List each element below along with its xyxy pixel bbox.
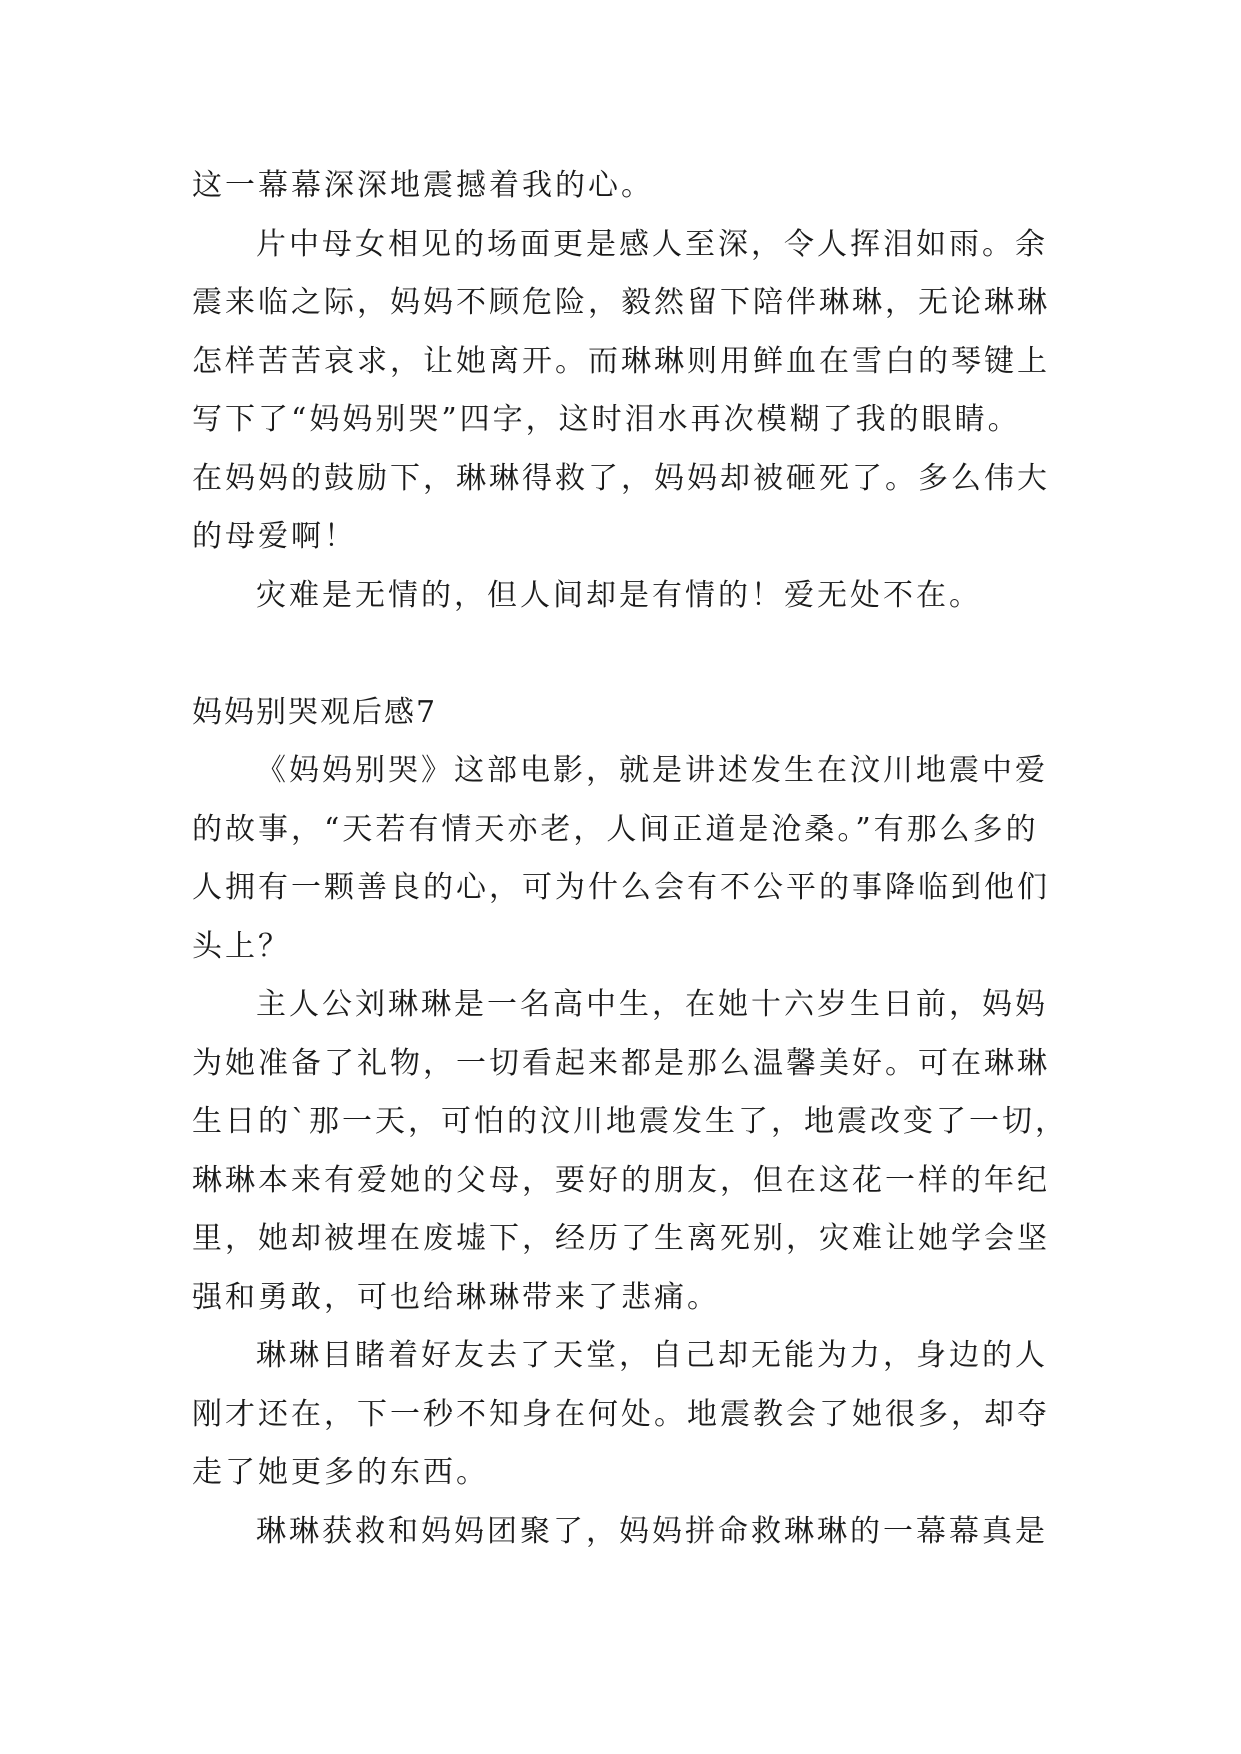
paragraph-2 <box>192 216 1052 567</box>
text-line: 强和勇敢，可也给琳琳带来了悲痛。 <box>192 1279 720 1315</box>
text-line: 头上？ <box>192 928 291 964</box>
text-line: 刚才还在，下一秒不知身在何处。地震教会了她很多，却夺 <box>192 1396 1050 1432</box>
section-heading <box>192 684 1052 743</box>
text-line: 这一幕幕深深地震撼着我的心。 <box>192 168 654 203</box>
text-line: 在妈妈的鼓励下，琳琳得救了，妈妈却被砸死了。多么伟大 <box>192 460 1050 496</box>
text-line: 里，她却被埋在废墟下，经历了生离死别，灾难让她学会坚 <box>192 1221 1050 1256</box>
text-line: 生日的`那一天，可怕的汶川地震发生了，地震改变了一切， <box>192 1104 1068 1139</box>
blank-line <box>192 625 1052 684</box>
text-line: 写下了“妈妈别哭”四字，这时泪水再次模糊了我的眼睛。 <box>192 402 1021 437</box>
heading-text: 妈妈别哭观后感7 <box>192 694 438 730</box>
paragraph-7 <box>192 1503 1052 1562</box>
text-line: 怎样苦苦哀求，让她离开。而琳琳则用鲜血在雪白的琴键上 <box>192 343 1050 379</box>
text-line: 震来临之际，妈妈不顾危险，毅然留下陪伴琳琳，无论琳琳 <box>192 285 1050 320</box>
text-line: 琳琳目睹着好友去了天堂，自己却无能为力，身边的人 <box>256 1338 1048 1373</box>
paragraph-6 <box>192 1327 1052 1503</box>
text-line: 主人公刘琳琳是一名高中生，在她十六岁生日前，妈妈 <box>256 987 1048 1022</box>
text-line: 《妈妈别哭》这部电影，就是讲述发生在汶川地震中爱 <box>256 753 1048 788</box>
text-line: 灾难是无情的，但人间却是有情的！爱无处不在。 <box>256 577 982 613</box>
text-line: 琳琳获救和妈妈团聚了，妈妈拼命救琳琳的一幕幕真是 <box>256 1513 1048 1549</box>
paragraph-1 <box>192 157 1052 216</box>
text-line: 的母爱啊！ <box>192 519 357 554</box>
paragraph-3 <box>192 567 1052 626</box>
text-line: 人拥有一颗善良的心，可为什么会有不公平的事降临到他们 <box>192 870 1050 905</box>
text-line: 片中母女相见的场面更是感人至深，令人挥泪如雨。余 <box>256 226 1048 262</box>
paragraph-4 <box>192 742 1052 976</box>
text-line: 的故事，“天若有情天亦老，人间正道是沧桑。”有那么多的 <box>192 811 1039 847</box>
text-line: 琳琳本来有爱她的父母，要好的朋友，但在这花一样的年纪 <box>192 1162 1050 1198</box>
document-body <box>192 157 1068 1561</box>
text-line: 为她准备了礼物，一切看起来都是那么温馨美好。可在琳琳 <box>192 1045 1050 1081</box>
text-line: 走了她更多的东西。 <box>192 1455 489 1490</box>
paragraph-5 <box>192 976 1068 1327</box>
